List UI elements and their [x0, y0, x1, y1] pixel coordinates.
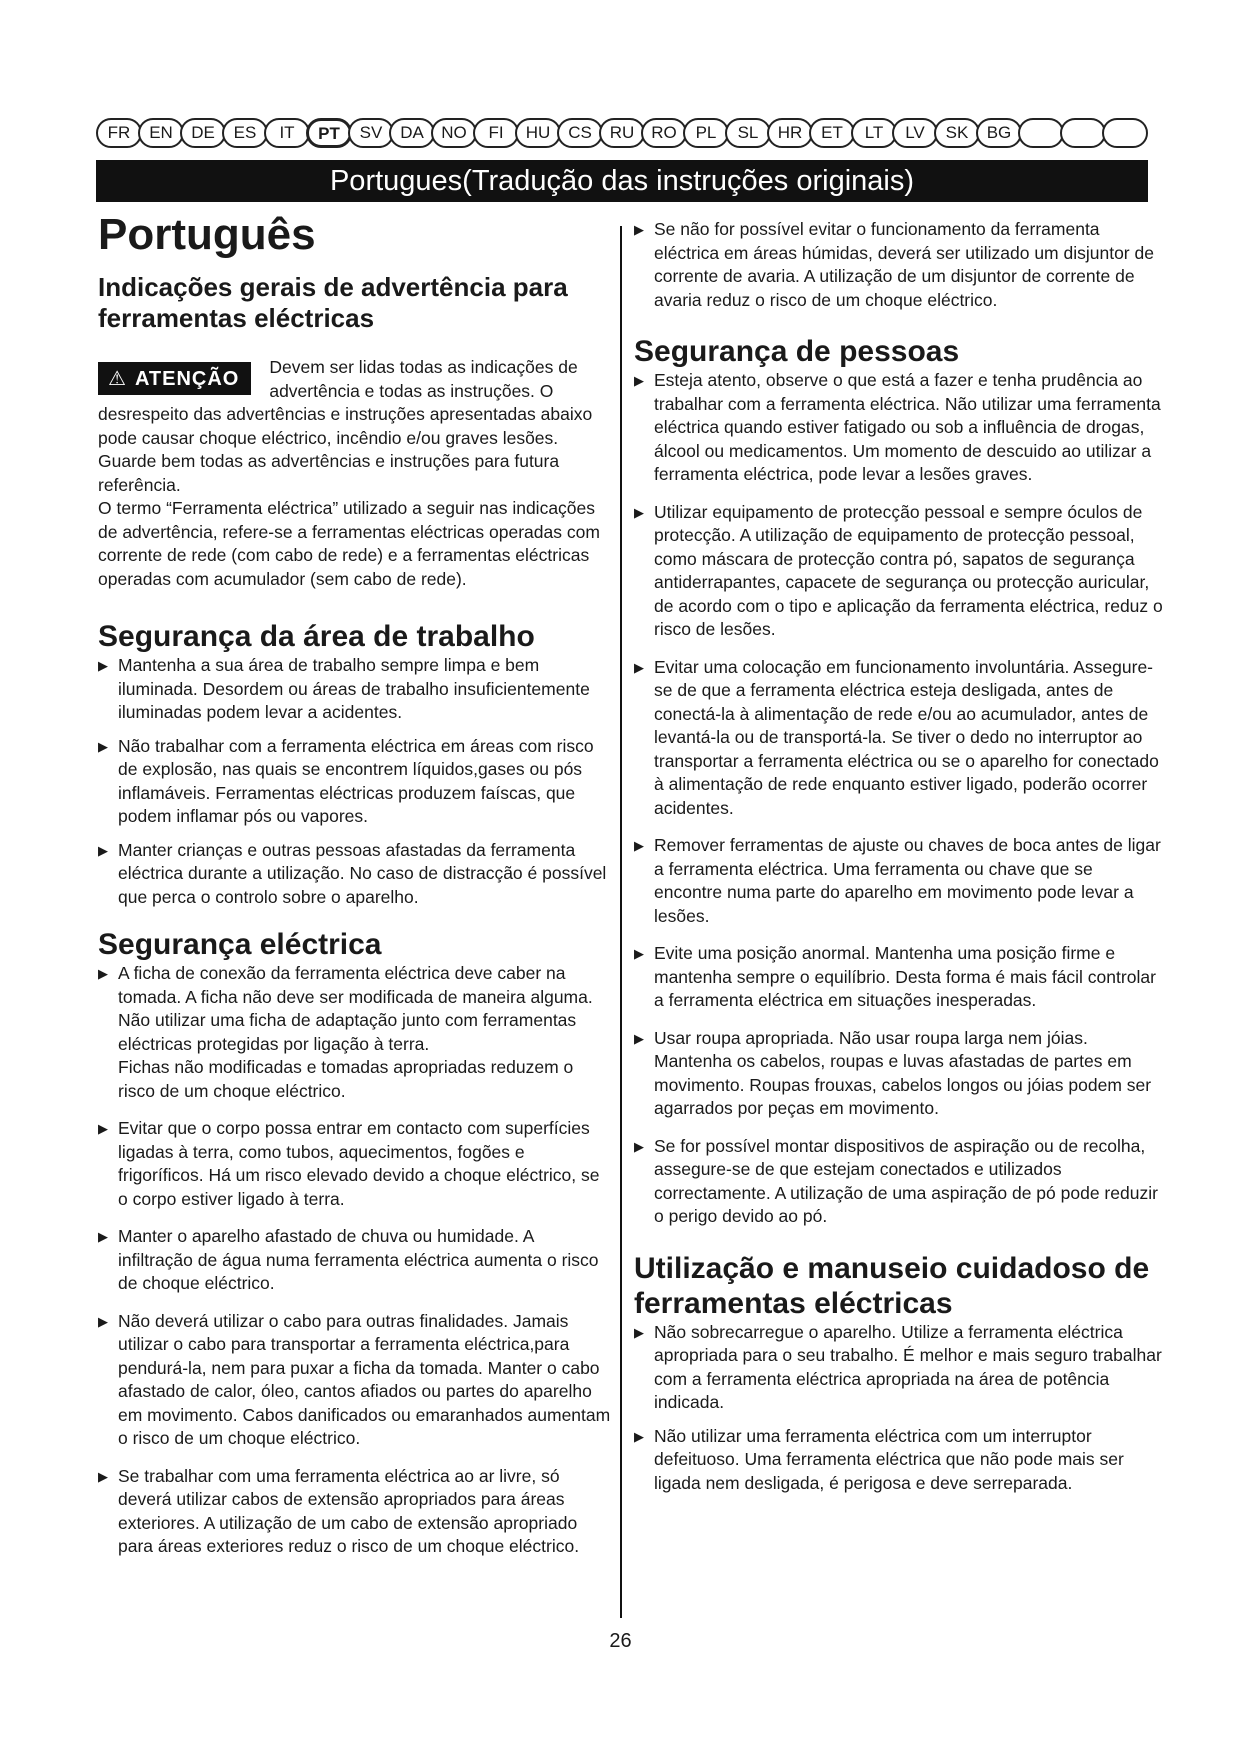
list-item: ▶ Não sobrecarregue o aparelho. Utilize a ferramenta eléctrica apropriada para o seu trabalho. É melhor e mais seguro trabalhar com a ferramenta eléctrica apropriada na área de potência indicada.: [634, 1321, 1162, 1412]
language-tab-et[interactable]: ET: [809, 118, 855, 148]
list-item: ▶ Esteja atento, observe o que está a fazer e tenha prudência ao trabalhar com a ferramenta eléctrica. Não utilizar uma ferramenta eléctrica quando estiver fatigado ou sob a influência de drogas, álcool ou medicamentos. Um momento de descuido ao utilizar a ferramenta eléctrica, pode levar a lesões graves.: [634, 370, 1161, 484]
list-item: ▶ Não deverá utilizar o cabo para outras finalidades. Jamais utilizar o cabo para transportar a ferramenta eléctrica,para pendurá-la, nem para puxar a ficha da tomada. Manter o cabo afastado de calor, óleo, cantos afiados ou partes do aparelho em movimento. Cabos danificados ou emaranhados aumentam o risco de um choque eléctrico.: [98, 1310, 611, 1448]
language-tab-blank-23[interactable]: [1060, 118, 1106, 148]
list-item: ▶ Não utilizar uma ferramenta eléctrica com um interruptor defeituoso. Uma ferramenta eléctrica que não pode mais ser ligada nem desligada, é perigosa e deve serreparada.: [634, 1425, 1124, 1493]
bullet-icon: ▶: [634, 1324, 644, 1340]
personal-safety-list: [634, 369, 1164, 1229]
personal-safety-heading: Segurança de pessoas: [634, 335, 960, 368]
general-warnings-heading: Indicações gerais de advertência para ferramentas eléctricas: [98, 272, 568, 333]
language-tab-lv[interactable]: LV: [892, 118, 938, 148]
warning-badge-label: ATENÇÃO: [134, 368, 240, 390]
language-tab-sl[interactable]: SL: [725, 118, 771, 148]
language-tab-es[interactable]: ES: [222, 118, 268, 148]
language-tab-bar: [96, 118, 1148, 148]
bullet-icon: ▶: [98, 658, 108, 673]
list-item: ▶ Mantenha a sua área de trabalho sempre limpa e bem iluminada. Desordem ou áreas de trabalho insuficientemente iluminadas podem levar a acidentes.: [98, 655, 590, 722]
left-column: [98, 210, 612, 1559]
language-tab-da[interactable]: DA: [389, 118, 435, 148]
list-item: ▶ Manter o aparelho afastado de chuva ou humidade. A infiltração de água numa ferramenta eléctrica aumenta o risco de choque eléctrico.: [98, 1226, 599, 1293]
language-tab-cs[interactable]: CS: [557, 118, 603, 148]
list-item: ▶ Evitar que o corpo possa entrar em contacto com superfícies ligadas à terra, como tubos, aquecimentos, fogões e frigoríficos. Há um risco elevado devido a choque eléctrico, se o corpo estiver ligado à terra.: [98, 1118, 600, 1209]
bullet-icon: ▶: [634, 1030, 644, 1046]
list-item: ▶ Manter crianças e outras pessoas afastadas da ferramenta eléctrica durante a utilização. No caso de distracção é possível que perca o controlo sobre o aparelho.: [98, 839, 607, 907]
work-area-list: [98, 654, 612, 909]
electrical-safety-continued-list: [634, 218, 1164, 312]
bullet-icon: ▶: [634, 222, 644, 237]
header-band: Portugues(Tradução das instruções originais): [96, 160, 1148, 202]
list-item: ▶ Evite uma posição anormal. Mantenha uma posição firme e mantenha sempre o equilíbrio. Desta forma é mais fácil controlar a ferramenta eléctrica em situações inesperadas.: [634, 943, 1156, 1010]
language-tab-bg[interactable]: BG: [976, 118, 1022, 148]
column-divider: [620, 226, 622, 1618]
list-item: ▶ Não trabalhar com a ferramenta eléctrica em áreas com risco de explosão, nas quais se encontrem líquidos,gases ou pós inflamáveis. Ferramentas eléctricas produzem faíscas, que podem inflamar pós ou vapores.: [98, 735, 594, 826]
keep-instructions-text: Guarde bem todas as advertências e instruções para futura referência.: [98, 451, 560, 495]
language-tab-lt[interactable]: LT: [851, 118, 897, 148]
list-item: ▶ Utilizar equipamento de protecção pessoal e sempre óculos de protecção. A utilização de equipamento de protecção pessoal, como máscara de protecção contra pó, sapatos de segurança antiderrapantes, capacete de segurança ou protecção auricular, de acordo com o tipo e aplicação da ferramenta eléctrica, reduz o risco de lesões.: [634, 501, 1163, 639]
term-definition-text: O termo “Ferramenta eléctrica” utilizado a seguir nas indicações de advertência, refere-se a ferramentas eléctricas operadas com corrente de rede (com cabo de rede) e a ferramentas eléctricas operadas com acumulador (sem cabo de rede).: [98, 498, 600, 589]
language-tab-pl[interactable]: PL: [683, 118, 729, 148]
language-tab-fr[interactable]: FR: [96, 118, 142, 148]
bullet-icon: ▶: [98, 738, 108, 754]
list-item: ▶ Usar roupa apropriada. Não usar roupa larga nem jóias. Mantenha os cabelos, roupas e luvas afastadas de partes em movimento. Roupas frouxas, cabelos longos ou jóias podem ser agarrados por peças em movimento.: [634, 1027, 1152, 1118]
language-tab-ro[interactable]: RO: [641, 118, 687, 148]
language-tab-en[interactable]: EN: [138, 118, 184, 148]
language-tab-fi[interactable]: FI: [473, 118, 519, 148]
list-item: ▶ Remover ferramentas de ajuste ou chaves de boca antes de ligar a ferramenta eléctrica. Uma ferramenta ou chave que se encontre numa parte do aparelho em movimento pode levar a lesões.: [634, 835, 1161, 926]
language-tab-hr[interactable]: HR: [767, 118, 813, 148]
warning-badge: [98, 362, 251, 395]
list-item: ▶ Se não for possível evitar o funcionamento da ferramenta eléctrica em áreas húmidas, deverá ser utilizado um disjuntor de corrente de avaria. A utilização de um disjuntor de corrente de avaria reduz o risco de um choque eléctrico.: [634, 219, 1154, 310]
list-item: ▶ Evitar uma colocação em funcionamento involuntária. Assegure-se de que a ferramenta eléctrica esteja desligada, antes de conectá-la à alimentação de rede e/ou ao acumulador, antes de levantá-la ou de transportá-la. Se tiver o dedo no interruptor ao transportar a ferramenta eléctrica ou se o aparelho for conectado à alimentação de rede enquanto estiver ligado, poderão ocorrer acidentes.: [634, 656, 1159, 818]
bullet-icon: ▶: [98, 1121, 108, 1136]
language-tab-no[interactable]: NO: [431, 118, 477, 148]
list-item: ▶ Se trabalhar com uma ferramenta eléctrica ao ar livre, só deverá utilizar cabos de extensão apropriados para áreas exteriores. A utilização de um cabo de extensão apropriado para áreas exteriores reduz o risco de um choque eléctrico.: [98, 1465, 580, 1556]
document-title: Português: [98, 210, 316, 259]
page-number: 26: [609, 1630, 632, 1652]
careful-use-heading: Utilização e manuseio cuidadoso de ferramentas eléctricas: [634, 1251, 1150, 1320]
list-item: ▶ Se for possível montar dispositivos de aspiração ou de recolha, assegure-se de que estejam conectados e utilizados correctamente. A utilização de uma aspiração de pó pode reduzir o perigo devido ao pó.: [634, 1135, 1158, 1226]
language-tab-ru[interactable]: RU: [599, 118, 645, 148]
list-item: ▶ A ficha de conexão da ferramenta eléctrica deve caber na tomada. A ficha não deve ser modificada de maneira alguma. Não utilizar uma ficha de adaptação junto com ferramentas eléctricas protegidas por ligação à terra. Fichas não modificadas e tomadas apropriadas reduzem o risco de um choque eléctrico.: [98, 963, 593, 1101]
language-tab-it[interactable]: IT: [264, 118, 310, 148]
electrical-safety-heading: Segurança eléctrica: [98, 928, 382, 961]
warning-text: Devem ser lidas todas as indicações de advertência e todas as instruções. O desrespeito das advertências e instruções apresentadas abaixo pode causar choque eléctrico, incêndio e/ou graves lesões.: [98, 357, 593, 448]
bullet-icon: ▶: [98, 842, 108, 858]
language-tab-blank-24[interactable]: [1102, 118, 1148, 148]
bullet-icon: ▶: [634, 946, 644, 961]
right-column: [634, 210, 1164, 1495]
language-tab-hu[interactable]: HU: [515, 118, 561, 148]
bullet-icon: ▶: [98, 966, 108, 981]
language-tab-sk[interactable]: SK: [934, 118, 980, 148]
bullet-icon: ▶: [634, 838, 644, 853]
bullet-icon: ▶: [634, 1428, 644, 1444]
language-tab-sv[interactable]: SV: [348, 118, 394, 148]
electrical-safety-list: [98, 962, 612, 1559]
language-tab-de[interactable]: DE: [180, 118, 226, 148]
warning-block: [98, 356, 612, 591]
bullet-icon: ▶: [634, 373, 644, 388]
bullet-icon: ▶: [98, 1468, 108, 1484]
work-area-heading: Segurança da área de trabalho: [98, 620, 535, 653]
bullet-icon: ▶: [634, 1138, 644, 1154]
bullet-icon: ▶: [634, 659, 644, 675]
careful-use-list: [634, 1321, 1164, 1496]
warning-triangle-icon: ⚠: [108, 368, 127, 390]
bullet-icon: ▶: [634, 504, 644, 520]
bullet-icon: ▶: [98, 1229, 108, 1244]
language-tab-blank-22[interactable]: [1018, 118, 1064, 148]
bullet-icon: ▶: [98, 1313, 108, 1329]
language-tab-pt[interactable]: PT: [306, 118, 352, 148]
